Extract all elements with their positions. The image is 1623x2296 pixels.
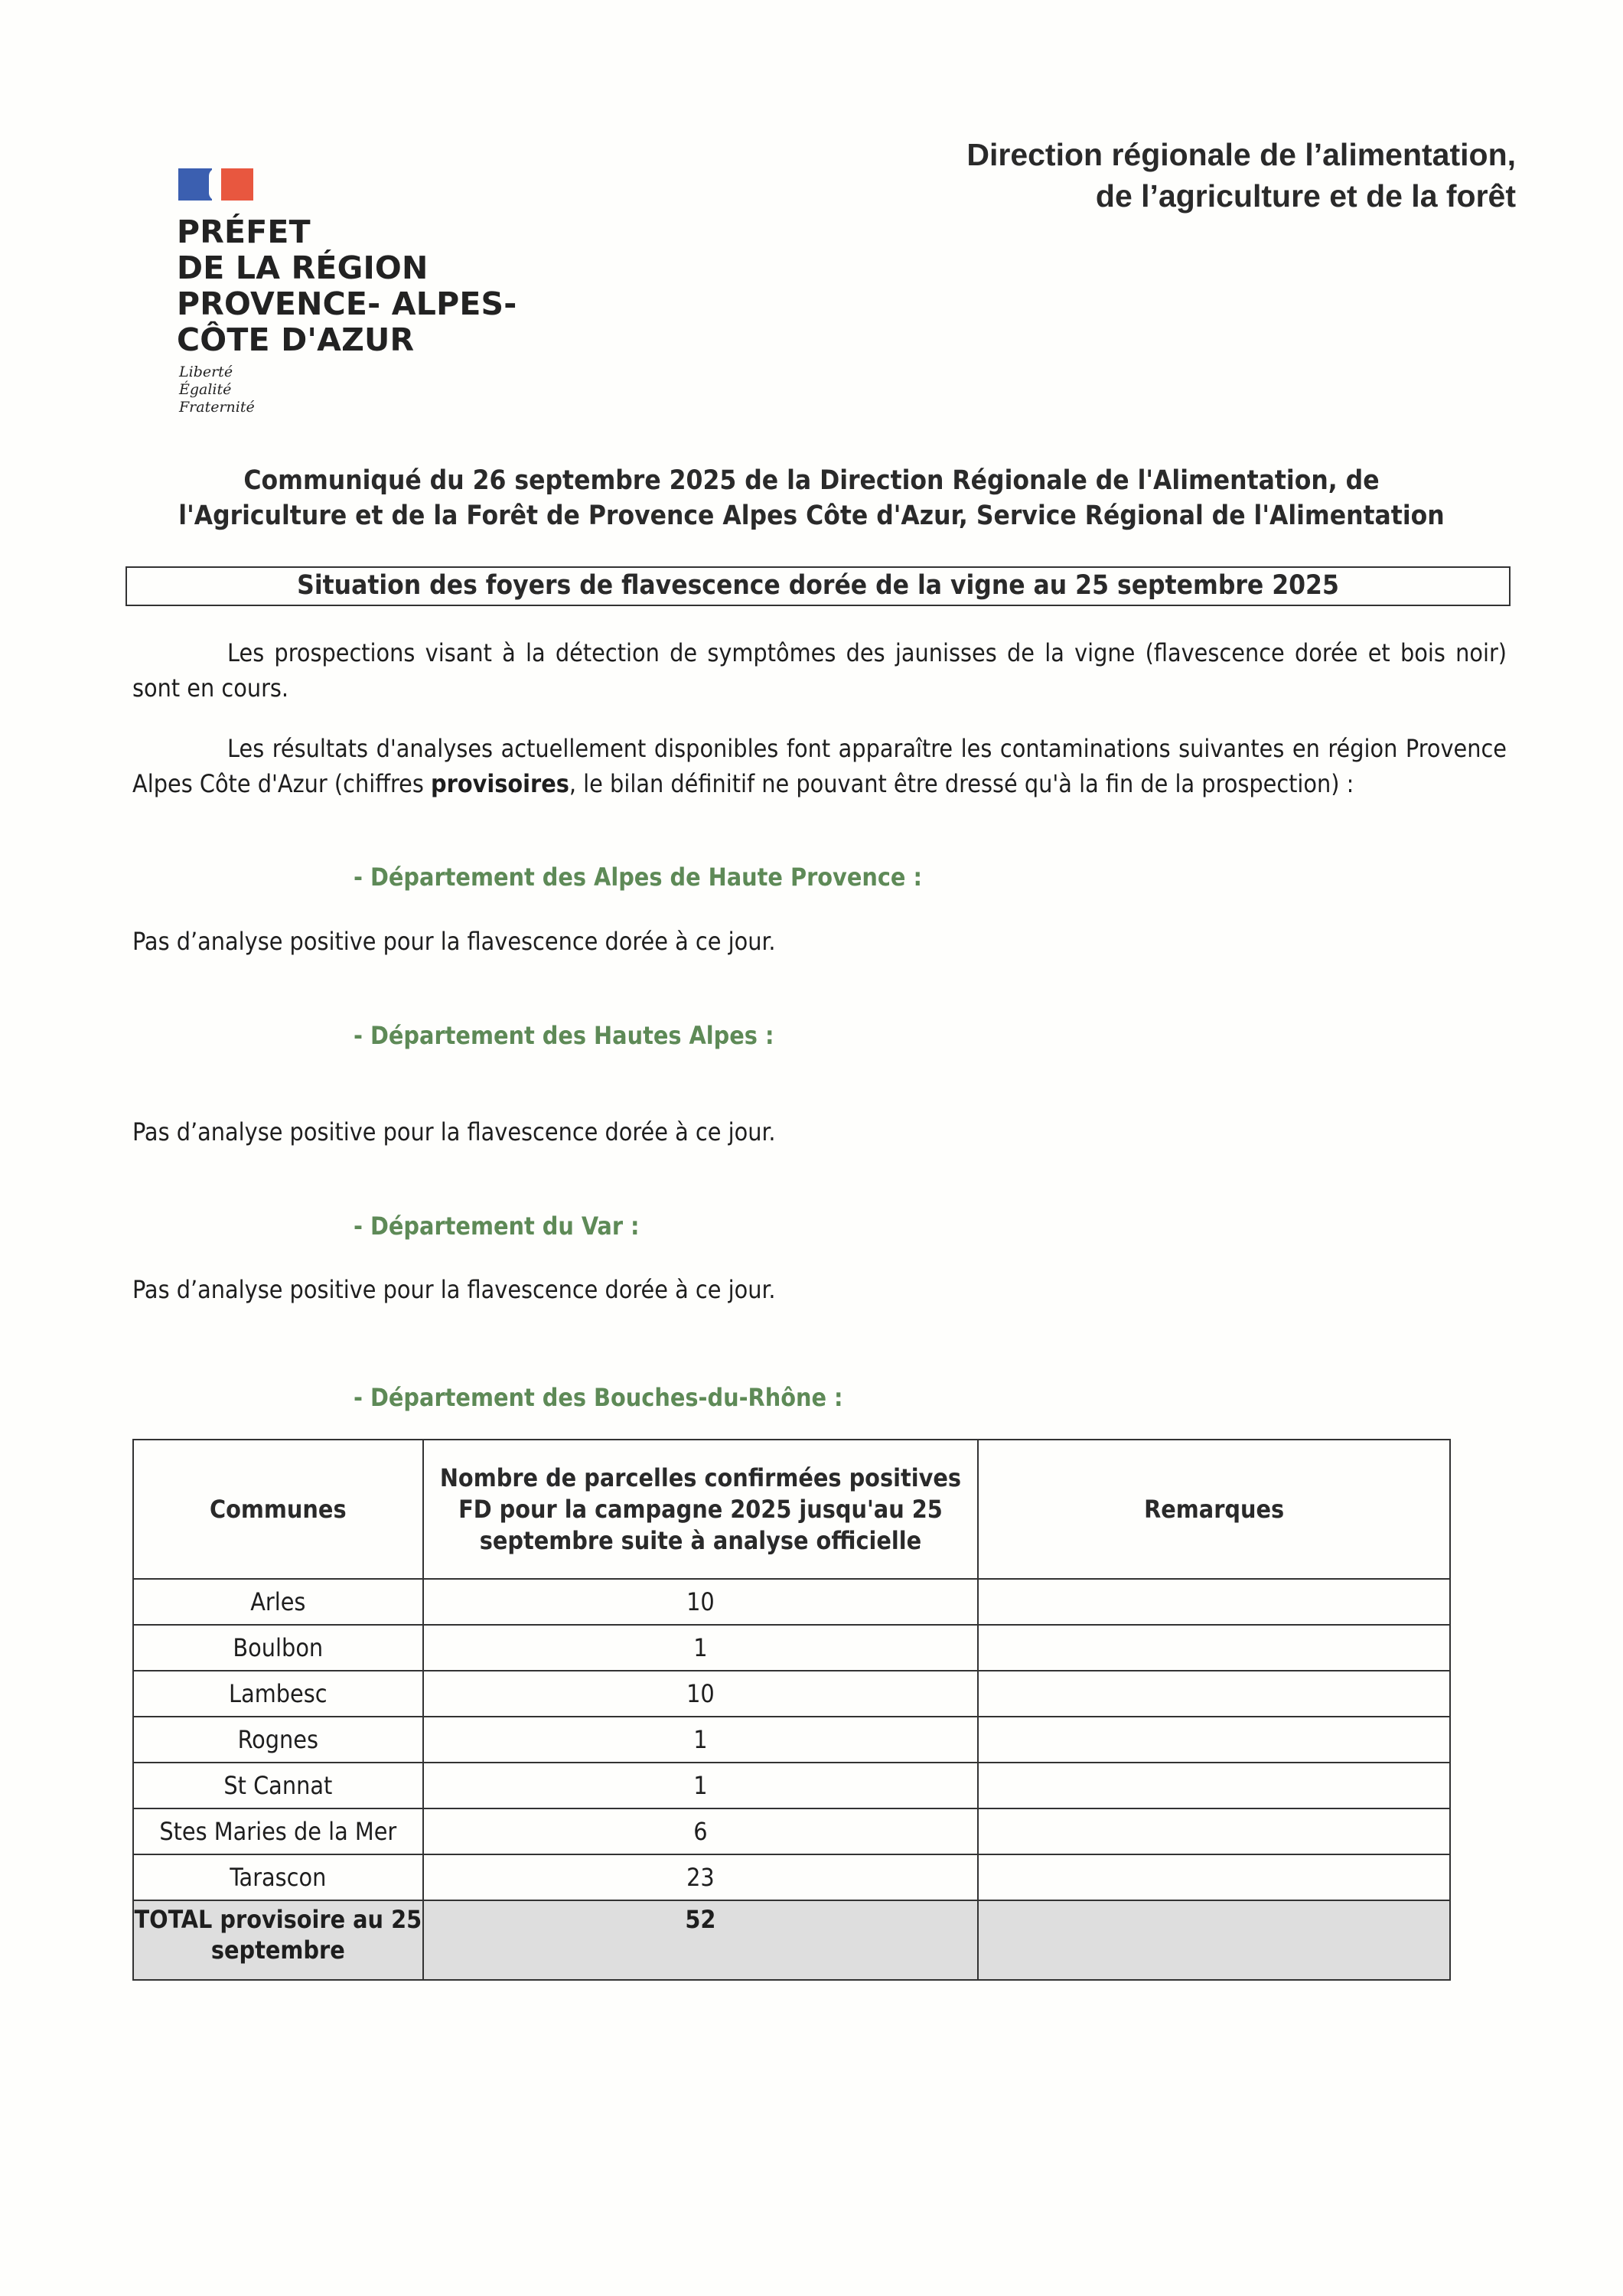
cell-remarque [978, 1763, 1450, 1808]
dept-heading-alpes-haute-provence: - Département des Alpes de Haute Provence : [354, 863, 922, 892]
bouches-du-rhone-table [132, 1439, 1451, 1981]
cell-remarque [978, 1671, 1450, 1717]
table-row [133, 1717, 1450, 1763]
cell-remarque [978, 1717, 1450, 1763]
table-row [133, 1579, 1450, 1625]
table-row [133, 1854, 1450, 1900]
communique-line-2: l'Agriculture et de la Forêt de Provence Alpes Côte d'Azur, Service Régional de l'Alimentation [178, 501, 1445, 531]
table-row [133, 1808, 1450, 1854]
table-row [133, 1671, 1450, 1717]
cell-commune: Tarascon [133, 1854, 423, 1900]
marianne-logo-icon [178, 168, 253, 201]
cell-commune: Boulbon [133, 1625, 423, 1671]
dept-status-var: Pas d’analyse positive pour la flavescence dorée à ce jour. [132, 1275, 776, 1304]
dept-status-alpes-haute-provence: Pas d’analyse positive pour la flavescence dorée à ce jour. [132, 927, 776, 956]
cell-total-remarque [978, 1900, 1450, 1980]
cell-nombre: 6 [423, 1808, 979, 1854]
col-header-remarques: Remarques [978, 1440, 1450, 1579]
table-total-row [133, 1900, 1450, 1980]
cell-remarque [978, 1854, 1450, 1900]
cell-commune: Arles [133, 1579, 423, 1625]
devise-fraternite: Fraternité [179, 399, 255, 416]
prefet-block [177, 214, 517, 358]
prefet-line: PRÉFET [177, 214, 311, 250]
communique-heading [122, 463, 1501, 533]
table-header-row [133, 1440, 1450, 1579]
paragraph-resultats: Les résultats d'analyses actuellement disponibles font apparaître les contaminations suivantes en région Provence Alpes Côte d'Azur (chiffres provisoires, le bilan définitif ne pouvant être dressé qu'à la fin de la prospection) : [132, 734, 1507, 798]
dept-status-hautes-alpes: Pas d’analyse positive pour la flavescence dorée à ce jour. [132, 1117, 776, 1146]
devise-egalite: Égalité [179, 381, 232, 398]
table-row [133, 1763, 1450, 1808]
cell-commune: St Cannat [133, 1763, 423, 1808]
col-header-nombre: Nombre de parcelles confirmées positives FD pour la campagne 2025 jusqu'au 25 septembre suite à analyse officielle [423, 1440, 979, 1579]
direction-line-2: de l’agriculture et de la forêt [1095, 178, 1516, 214]
cell-nombre: 1 [423, 1763, 979, 1808]
devise-liberte: Liberté [179, 364, 233, 380]
table-row [133, 1625, 1450, 1671]
prefet-line: PROVENCE- ALPES- [177, 285, 517, 322]
dept-heading-hautes-alpes: - Département des Hautes Alpes : [354, 1021, 774, 1050]
devise [179, 364, 255, 416]
dept-heading-var: - Département du Var : [354, 1212, 640, 1241]
provisoires-emphasis: provisoires [431, 769, 569, 798]
prefet-line: CÔTE D'AZUR [177, 321, 415, 358]
cell-total-label: TOTAL provisoire au 25 septembre [133, 1900, 423, 1980]
cell-commune: Lambesc [133, 1671, 423, 1717]
cell-remarque [978, 1808, 1450, 1854]
situation-title: Situation des foyers de flavescence dorée de la vigne au 25 septembre 2025 [297, 570, 1339, 601]
cell-nombre: 23 [423, 1854, 979, 1900]
direction-title [966, 134, 1516, 217]
cell-nombre: 10 [423, 1579, 979, 1625]
cell-commune: Rognes [133, 1717, 423, 1763]
prefet-line: DE LA RÉGION [177, 249, 429, 286]
cell-remarque [978, 1625, 1450, 1671]
cell-nombre: 10 [423, 1671, 979, 1717]
cell-commune: Stes Maries de la Mer [133, 1808, 423, 1854]
paragraph-prospections: Les prospections visant à la détection de symptômes des jaunisses de la vigne (flavescence dorée et bois noir) sont en cours. [132, 638, 1507, 703]
cell-total-nombre: 52 [423, 1900, 979, 1980]
direction-line-1: Direction régionale de l’alimentation, [966, 137, 1516, 172]
situation-title-box [125, 566, 1511, 606]
cell-remarque [978, 1579, 1450, 1625]
cell-nombre: 1 [423, 1717, 979, 1763]
cell-nombre: 1 [423, 1625, 979, 1671]
dept-heading-bouches-du-rhone: - Département des Bouches-du-Rhône : [354, 1383, 843, 1412]
communique-line-1: Communiqué du 26 septembre 2025 de la Direction Régionale de l'Alimentation, de [243, 465, 1380, 496]
col-header-communes: Communes [133, 1440, 423, 1579]
